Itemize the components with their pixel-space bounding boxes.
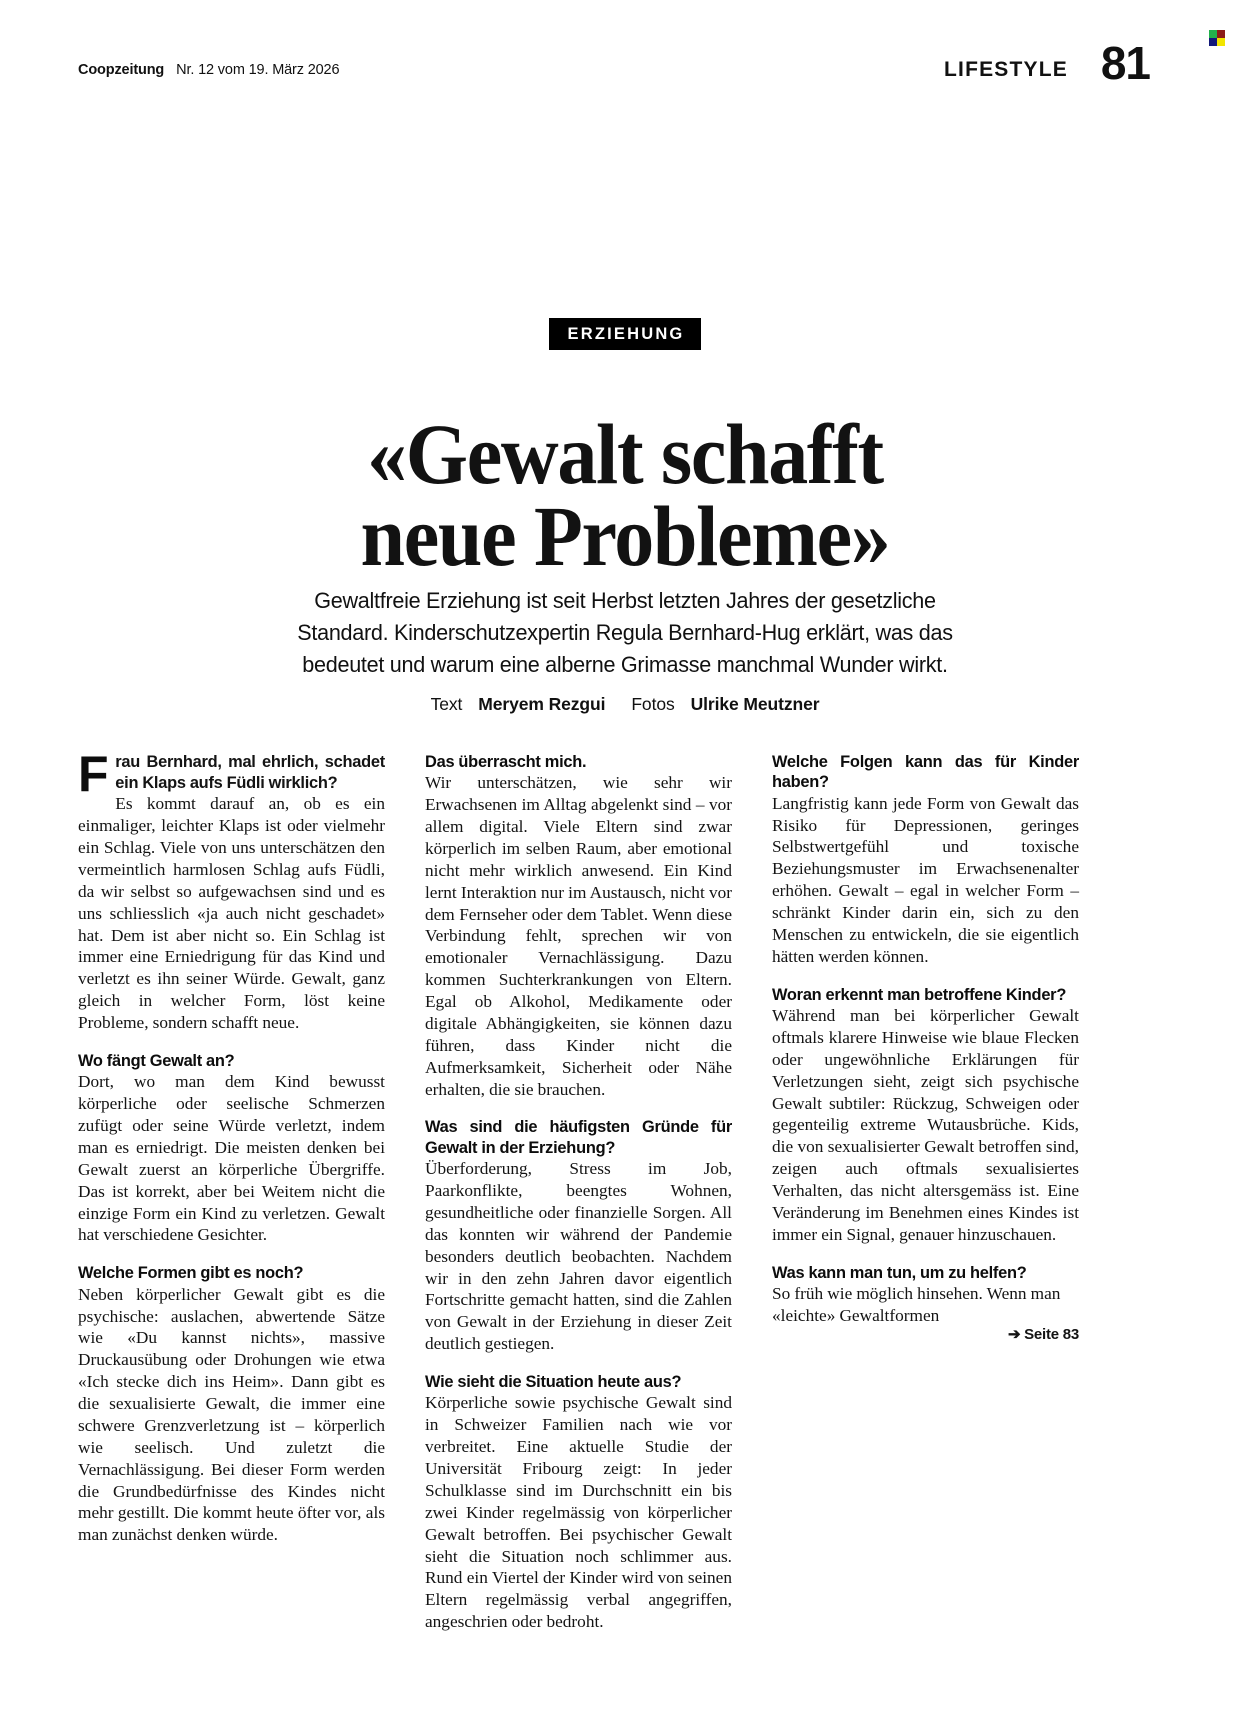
continuation-link[interactable] [1008,1326,1079,1345]
column-2 [425,752,732,1662]
byline-photo-label: Fotos [631,694,675,714]
intro-question [78,746,385,802]
kicker-container [0,318,1250,350]
color-swatch-yellow [1217,38,1225,46]
question-heading-2: Welche Formen gibt es noch? [78,1264,304,1283]
continuation-label: Seite 83 [1024,1325,1079,1343]
answer-7: Während man bei körperlicher Gewalt oftmals klarere Hinweise wie blaue Flecken oder ungewöhnliche Erklärungen für Verletzungen sieht, zeigt sich psychische Gewalt subtiler: Rückzug, Schweigen oder gegenteilig extreme Wutausbrüche. Kids, die von sexualisierter Gewalt betroffen sind, zeigen auch oftmals sexualisiertes Verhalten, das nicht altersgemäss ist. Eine Veränderung im Benehmen eines Kindes ist immer ein Signal, genauer hinzuschauen. [772,1006,1079,1244]
category-badge: ERZIEHUNG [549,318,702,350]
answer-6: Langfristig kann jede Form von Gewalt das Risiko für Depressionen, geringes Selbstwertgefühl und toxische Beziehungsmuster im Erwachsenenalter erhöhen. Gewalt – egal in welcher Form – schränkt Kinder darin ein, sich zu den Menschen zu entwickeln, die sie eigentlich hätten werden können. [772,793,1079,966]
headline-line-1: «Gewalt schafft [367,405,883,502]
answer-5: Körperliche sowie psychische Gewalt sind in Schweizer Familien nach wie vor verbreitet. Eine aktuelle Studie der Universität Fribourg zeigt: In jeder Schulklasse sind im Durchschnitt ein bis zwei Kinder regelmässig von körperlicher Gewalt betroffen. Bei psychischer Gewalt sieht die Situation noch schlimmer aus. Rund ein Viertel der Kinder wird von seinen Eltern regelmässig verbal angegriffen, angeschrien oder bedroht. [425,1393,732,1632]
intro-answer: Es kommt darauf an, ob es ein einmaliger, leichter Klaps ist oder vielmehr ein Schlag. Viele von uns unterschätzen den vermeintlich harmlosen Schlag aufs Füdli, da wir selbst so aufgewachsen sind und es uns schliesslich «ja auch nicht geschadet» hat. Dem ist aber nicht so. Ein Schlag ist immer eine Erniedrigung für das Kind und verletzt es ihn seiner Würde. Gewalt, ganz gleich in welcher Form, löst keine Probleme, sondern schafft neue. [78,794,385,1033]
question-heading-1: Wo fängt Gewalt an? [78,1051,235,1070]
color-registration-mark [1209,30,1225,46]
publication-name: Coopzeitung [78,62,165,78]
answer-1: Dort, wo man dem Kind bewusst körperliche oder seelische Schmerzen zufügt oder seine Würde verletzt, indem man es erniedrigt. Die meisten denken bei Gewalt zuerst an körperliche Übergriffe. Das ist korrekt, aber bei Weitem nicht die einzige Form ein Kind zu verletzen. Gewalt hat verschiedene Gesichter. [78,1072,385,1245]
byline-author: Meryem Rezgui [478,694,606,714]
answer-2: Neben körperlicher Gewalt gibt es die psychische: auslachen, abwertende Sätze wie «Du kannst nichts», massive Druckausübung oder Drohungen wie etwa «Ich stecke dich ins Heim». Dann gibt es die sexualisierte Gewalt, die immer eine schwere Grenzverletzung ist – körperlich wie seelisch. Und zuletzt die Vernachlässigung. Bei dieser Form werden die Grundbedürfnisse des Kindes nicht mehr gestillt. Die kommt heute öfter vor, als man zunächst denken würde. [78,1284,385,1545]
answer-3: Wir unterschätzen, wie sehr wir Erwachsenen im Alltag abgelenkt sind – vor allem digital. Viele Eltern sind zwar körperlich im selben Raum, aber emotional nicht mehr wirklich anwesend. Ein Kind lernt Interaktion nur im Austausch, nicht vor dem Fernseher oder dem Tablet. Wenn diese Verbindung fehlt, sprechen wir von emotionaler Vernachlässigung. Dazu kommen Suchterkrankungen von Eltern. Egal ob Alkohol, Medikamente oder digitale Abhängigkeiten, sie können dazu führen, dass Kinder nicht die Aufmerksamkeit, Sicherheit oder Nähe erhalten, die sie brauchen. [425,773,732,1099]
headline-line-2: neue Probleme» [360,488,890,585]
question-heading-3: Das überrascht mich. [425,753,587,771]
article-lead: Gewaltfreie Erziehung ist seit Herbst letzten Jahres der gesetzliche Standard. Kinderschutzexpertin Regula Bernhard-Hug erklärt, was das bedeutet und warum eine alberne Grimasse manchmal Wunder wirkt. [297,588,953,677]
question-heading-4: Was sind die häufigsten Gründe für Gewalt in der Erziehung? [425,1118,732,1157]
page-number: 81 [1100,37,1150,89]
color-swatch-green [1209,30,1217,38]
question-heading-6: Welche Folgen kann das für Kinder haben? [772,753,1079,792]
color-swatch-red [1217,30,1225,38]
question-heading-7: Woran erkennt man betroffene Kinder? [772,985,1067,1004]
question-heading-8: Was kann man tun, um zu helfen? [772,1263,1027,1282]
column-1 [78,746,385,1662]
color-swatch-blue [1209,38,1217,46]
section-label: LIFESTYLE [944,58,1068,81]
answer-8: So früh wie möglich hinsehen. Wenn man «leichte» Gewaltformen [772,1284,1061,1325]
byline-photographer: Ulrike Meutzner [690,694,820,714]
byline [0,694,1250,715]
answer-4: Überforderung, Stress im Job, Paarkonflikte, beengtes Wohnen, gesundheitliche oder finanzielle Sorgen. All das konnten wir während der Pandemie besonders deutlich beobachten. Nachdem wir in den zehn Jahren davor eigentlich Fortschritte gemacht hatten, sind die Zahlen von Gewalt in der Erziehung in dieser Zeit deutlich gestiegen. [425,1159,732,1354]
issue-info: Nr. 12 vom 19. März 2026 [176,62,340,78]
article-headline [44,405,1207,585]
arrow-right-icon: ➔ [1007,1325,1021,1343]
running-head [78,62,339,78]
article-body-columns [78,746,1080,1662]
drop-cap: F [78,746,109,802]
byline-text-label: Text [430,694,463,714]
jump-line [772,1326,1079,1345]
question-heading-5: Wie sieht die Situation heute aus? [425,1373,682,1392]
intro-question-text: rau Bernhard, mal ehrlich, schadet ein Klaps aufs Füdli wirklich? [115,753,385,792]
column-3 [772,752,1079,1662]
